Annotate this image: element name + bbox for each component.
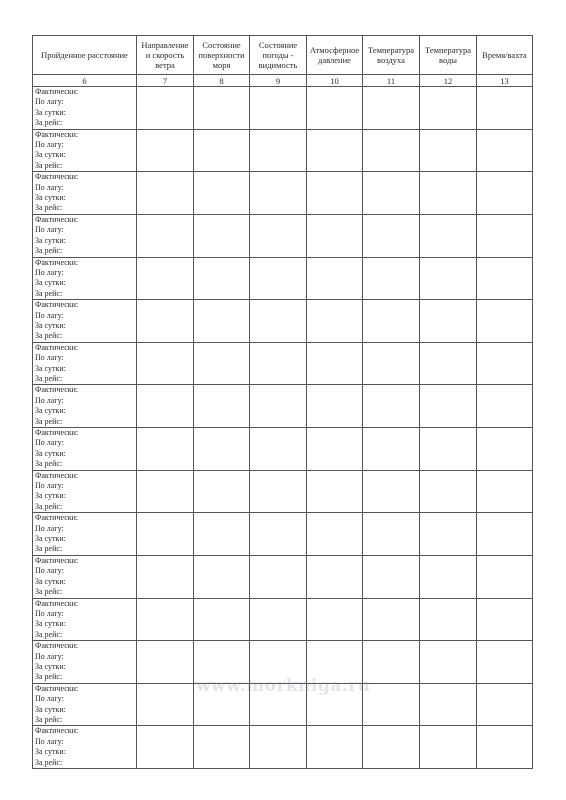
entry-cell[interactable] [194,598,250,641]
entry-cell[interactable] [307,342,363,385]
entry-cell[interactable] [137,172,194,215]
distance-label: По лагу: [35,225,64,235]
distance-label: За сутки: [35,661,66,671]
entry-cell[interactable] [420,87,477,130]
table-row [33,598,533,641]
distance-label: Фактически: [35,726,79,736]
entry-cell[interactable] [420,470,477,513]
distance-label: Фактически: [35,257,79,267]
column-number: 9 [250,75,307,87]
entry-cell[interactable] [477,470,533,513]
distance-cell[interactable] [33,641,137,684]
distance-label: По лагу: [35,395,64,405]
distance-label: За сутки: [35,278,66,288]
distance-label: За рейс: [35,246,63,256]
entry-cell[interactable] [420,385,477,428]
distance-label: За сутки: [35,150,66,160]
entry-cell[interactable] [420,257,477,300]
entry-cell[interactable] [137,257,194,300]
distance-cell[interactable] [33,300,137,343]
entry-cell[interactable] [420,641,477,684]
distance-cell[interactable] [33,385,137,428]
distance-label: По лагу: [35,523,64,533]
distance-label: Фактически: [35,172,79,182]
entry-cell[interactable] [420,513,477,556]
distance-label: По лагу: [35,438,64,448]
header-pressure: Атмосферное давление [307,36,363,75]
distance-cell[interactable] [33,726,137,769]
distance-label: За сутки: [35,320,66,330]
distance-label: За рейс: [35,587,63,597]
header-weather-visibility: Состояние погоды - видимость [250,36,307,75]
entry-cell[interactable] [477,428,533,471]
entry-cell[interactable] [363,555,420,598]
distance-label: За рейс: [35,416,63,426]
entry-cell[interactable] [250,428,307,471]
column-number: 11 [363,75,420,87]
distance-label: Фактически: [35,87,79,96]
entry-cell[interactable] [477,513,533,556]
entry-cell[interactable] [250,214,307,257]
entry-cell[interactable] [307,598,363,641]
entry-cell[interactable] [363,87,420,130]
distance-cell[interactable] [33,129,137,172]
distance-label: За сутки: [35,448,66,458]
entry-cell[interactable] [250,172,307,215]
entry-cell[interactable] [307,385,363,428]
table-row [33,513,533,556]
distance-label: Фактически: [35,683,79,693]
distance-label: За рейс: [35,373,63,383]
logbook-table [32,35,533,769]
distance-label: За рейс: [35,288,63,298]
entry-cell[interactable] [194,470,250,513]
distance-label: По лагу: [35,267,64,277]
entry-cell[interactable] [194,129,250,172]
entry-cell[interactable] [420,726,477,769]
entry-cell[interactable] [363,172,420,215]
column-number: 13 [477,75,533,87]
entry-cell[interactable] [250,598,307,641]
distance-label: По лагу: [35,310,64,320]
distance-label: За сутки: [35,363,66,373]
entry-cell[interactable] [250,129,307,172]
entry-cell[interactable] [477,555,533,598]
entry-cell[interactable] [194,342,250,385]
distance-label: За сутки: [35,576,66,586]
entry-cell[interactable] [363,513,420,556]
entry-cell[interactable] [137,513,194,556]
entry-cell[interactable] [420,555,477,598]
entry-cell[interactable] [194,300,250,343]
distance-cell[interactable] [33,683,137,726]
table-row [33,87,533,130]
distance-label: Фактически: [35,555,79,565]
distance-label: По лагу: [35,97,64,107]
entry-cell[interactable] [477,385,533,428]
entry-cell[interactable] [194,214,250,257]
entry-cell[interactable] [137,555,194,598]
entry-cell[interactable] [420,428,477,471]
distance-label: По лагу: [35,140,64,150]
header-time-watch: Время/вахта [477,36,533,75]
entry-cell[interactable] [307,214,363,257]
entry-cell[interactable] [420,300,477,343]
entry-cell[interactable] [250,257,307,300]
distance-label: За сутки: [35,491,66,501]
entry-cell[interactable] [363,726,420,769]
distance-label: Фактически: [35,470,79,480]
entry-cell[interactable] [250,726,307,769]
entry-cell[interactable] [307,300,363,343]
entry-cell[interactable] [250,513,307,556]
distance-label: По лагу: [35,481,64,491]
distance-label: За рейс: [35,203,63,213]
entry-cell[interactable] [137,683,194,726]
entry-cell[interactable] [363,641,420,684]
distance-label: По лагу: [35,608,64,618]
entry-cell[interactable] [307,129,363,172]
column-number-row [33,75,533,87]
distance-cell[interactable] [33,87,137,130]
table-row [33,214,533,257]
distance-cell[interactable] [33,214,137,257]
entry-cell[interactable] [307,428,363,471]
entry-cell[interactable] [477,257,533,300]
distance-cell[interactable] [33,513,137,556]
distance-cell[interactable] [33,555,137,598]
entry-cell[interactable] [477,300,533,343]
column-number: 8 [194,75,250,87]
table-row [33,385,533,428]
entry-cell[interactable] [363,300,420,343]
header-sea-state: Состояние поверхности моря [194,36,250,75]
column-number: 10 [307,75,363,87]
distance-label: За рейс: [35,501,63,511]
entry-cell[interactable] [420,172,477,215]
entry-cell[interactable] [307,470,363,513]
distance-label: Фактически: [35,214,79,224]
distance-label: За сутки: [35,193,66,203]
column-number: 7 [137,75,194,87]
distance-label: За сутки: [35,619,66,629]
entry-cell[interactable] [363,342,420,385]
distance-label: За рейс: [35,672,63,682]
distance-label: За сутки: [35,235,66,245]
distance-label: За рейс: [35,459,63,469]
entry-cell[interactable] [194,513,250,556]
entry-cell[interactable] [250,342,307,385]
entry-cell[interactable] [307,726,363,769]
entry-cell[interactable] [137,641,194,684]
table-row [33,470,533,513]
entry-cell[interactable] [137,214,194,257]
entry-cell[interactable] [477,172,533,215]
entry-cell[interactable] [477,342,533,385]
entry-cell[interactable] [137,598,194,641]
distance-label: За рейс: [35,629,63,639]
distance-cell[interactable] [33,257,137,300]
header-air-temp: Температура воздуха [363,36,420,75]
distance-label: За рейс: [35,160,63,170]
distance-cell[interactable] [33,342,137,385]
header-wind: Направление и скорость ветра [137,36,194,75]
entry-cell[interactable] [137,470,194,513]
distance-label: По лагу: [35,566,64,576]
entry-cell[interactable] [363,385,420,428]
entry-cell[interactable] [137,428,194,471]
table-row [33,257,533,300]
entry-cell[interactable] [137,87,194,130]
header-row [33,36,533,75]
column-number: 6 [33,75,137,87]
entry-cell[interactable] [477,129,533,172]
header-distance: Пройденное расстояние [33,36,137,75]
entry-cell[interactable] [137,385,194,428]
table-row [33,726,533,769]
distance-cell[interactable] [33,428,137,471]
entry-cell[interactable] [420,598,477,641]
table-row [33,555,533,598]
distance-label: За рейс: [35,757,63,767]
distance-label: За сутки: [35,704,66,714]
entry-cell[interactable] [477,87,533,130]
distance-cell[interactable] [33,598,137,641]
entry-cell[interactable] [420,129,477,172]
distance-label: По лагу: [35,651,64,661]
distance-label: За рейс: [35,544,63,554]
entry-cell[interactable] [307,257,363,300]
distance-label: Фактически: [35,342,79,352]
entry-cell[interactable] [363,214,420,257]
entry-cell[interactable] [250,555,307,598]
entry-cell[interactable] [194,257,250,300]
distance-label: За сутки: [35,107,66,117]
entry-cell[interactable] [363,683,420,726]
entry-cell[interactable] [477,598,533,641]
entry-cell[interactable] [137,129,194,172]
entry-cell[interactable] [363,470,420,513]
table-row [33,300,533,343]
distance-label: Фактически: [35,300,79,310]
distance-label: За рейс: [35,331,63,341]
entry-cell[interactable] [477,726,533,769]
entry-cell[interactable] [307,172,363,215]
entry-cell[interactable] [307,87,363,130]
table-row [33,129,533,172]
entry-cell[interactable] [137,726,194,769]
distance-cell[interactable] [33,172,137,215]
distance-label: По лагу: [35,736,64,746]
entry-cell[interactable] [137,300,194,343]
entry-cell[interactable] [194,726,250,769]
entry-cell[interactable] [307,555,363,598]
entry-cell[interactable] [250,300,307,343]
distance-label: Фактически: [35,641,79,651]
distance-label: За сутки: [35,534,66,544]
distance-label: За рейс: [35,118,63,128]
entry-cell[interactable] [250,87,307,130]
entry-cell[interactable] [363,428,420,471]
watermark: www.morkniga.ru [196,676,371,696]
entry-cell[interactable] [194,428,250,471]
table-row [33,342,533,385]
entry-cell[interactable] [194,555,250,598]
entry-cell[interactable] [250,385,307,428]
distance-label: По лагу: [35,182,64,192]
table-row [33,428,533,471]
distance-label: За сутки: [35,747,66,757]
entry-cell[interactable] [250,470,307,513]
distance-label: Фактически: [35,385,79,395]
entry-cell[interactable] [420,683,477,726]
header-water-temp: Температура воды [420,36,477,75]
entry-cell[interactable] [307,513,363,556]
distance-label: Фактически: [35,129,79,139]
entry-cell[interactable] [363,129,420,172]
entry-cell[interactable] [363,257,420,300]
entry-cell[interactable] [420,342,477,385]
distance-label: Фактически: [35,513,79,523]
entry-cell[interactable] [194,385,250,428]
entry-cell[interactable] [363,598,420,641]
entry-cell[interactable] [477,641,533,684]
distance-label: Фактически: [35,428,79,437]
entry-cell[interactable] [137,342,194,385]
distance-label: За рейс: [35,714,63,724]
distance-label: Фактически: [35,598,79,608]
distance-label: За сутки: [35,406,66,416]
entry-cell[interactable] [477,214,533,257]
distance-label: По лагу: [35,353,64,363]
table-row [33,172,533,215]
entry-cell[interactable] [420,214,477,257]
entry-cell[interactable] [194,172,250,215]
distance-label: По лагу: [35,694,64,704]
entry-cell[interactable] [477,683,533,726]
column-number: 12 [420,75,477,87]
entry-cell[interactable] [194,87,250,130]
distance-cell[interactable] [33,470,137,513]
log-body [33,87,533,769]
